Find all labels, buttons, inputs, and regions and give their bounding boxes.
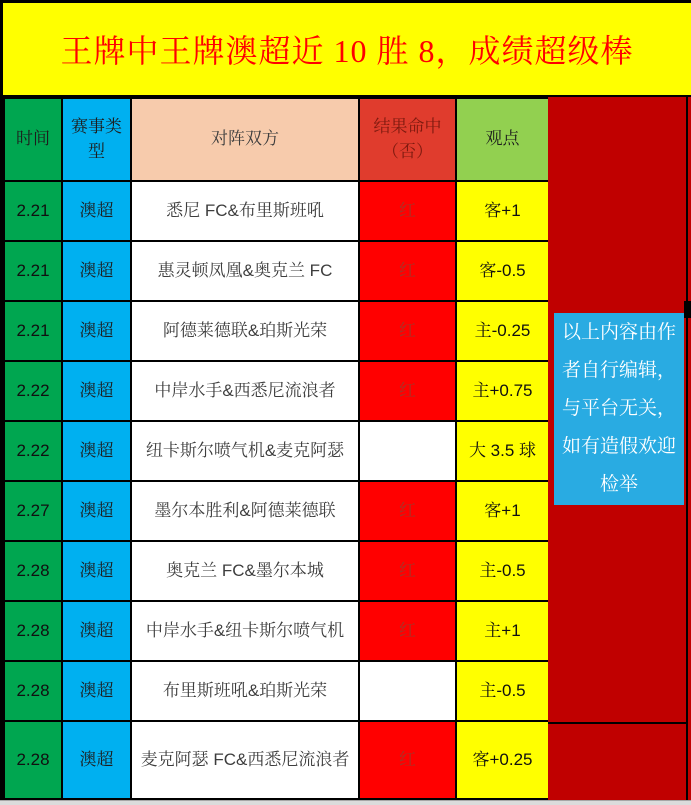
cell-result: 红 bbox=[359, 601, 456, 661]
cell-match: 麦克阿瑟 FC&西悉尼流浪者 bbox=[131, 721, 359, 799]
cell-match: 悉尼 FC&布里斯班吼 bbox=[131, 181, 359, 241]
header-cell-time: 时间 bbox=[4, 98, 62, 181]
cell-league: 澳超 bbox=[62, 721, 131, 799]
cell-time: 2.28 bbox=[4, 601, 62, 661]
table-row bbox=[4, 661, 549, 721]
cell-league: 澳超 bbox=[62, 241, 131, 301]
table-row bbox=[4, 361, 549, 421]
page-title: 王牌中王牌澳超近 10 胜 8，成绩超级棒 bbox=[60, 33, 634, 69]
cell-result: 红 bbox=[359, 301, 456, 361]
table-row bbox=[4, 301, 549, 361]
cell-time: 2.28 bbox=[4, 721, 62, 799]
table-row bbox=[4, 601, 549, 661]
cell-match: 墨尔本胜利&阿德莱德联 bbox=[131, 481, 359, 541]
header-cell-league: 赛事类型 bbox=[62, 98, 131, 181]
disclaimer-panel-divider bbox=[548, 722, 688, 724]
table-row bbox=[4, 541, 549, 601]
cell-match: 奥克兰 FC&墨尔本城 bbox=[131, 541, 359, 601]
cell-view: 客+1 bbox=[456, 181, 549, 241]
cell-view: 客+1 bbox=[456, 481, 549, 541]
cell-time: 2.21 bbox=[4, 301, 62, 361]
cell-time: 2.28 bbox=[4, 541, 62, 601]
cell-time: 2.22 bbox=[4, 361, 62, 421]
cell-result: 红 bbox=[359, 721, 456, 799]
cell-league: 澳超 bbox=[62, 361, 131, 421]
table-row bbox=[4, 481, 549, 541]
cell-league: 澳超 bbox=[62, 541, 131, 601]
table-header-row bbox=[4, 98, 549, 181]
cell-league: 澳超 bbox=[62, 661, 131, 721]
table-row bbox=[4, 241, 549, 301]
cell-result: 红 bbox=[359, 241, 456, 301]
title-banner bbox=[3, 3, 691, 97]
cell-view: 主-0.5 bbox=[456, 541, 549, 601]
cell-result: 红 bbox=[359, 481, 456, 541]
cell-view: 主-0.25 bbox=[456, 301, 549, 361]
cell-time: 2.27 bbox=[4, 481, 62, 541]
disclaimer-note: 以上内容由作者自行编辑，与平台无关，如有造假欢迎检举 bbox=[554, 313, 684, 505]
results-table bbox=[3, 97, 550, 800]
cell-view: 主+0.75 bbox=[456, 361, 549, 421]
cell-result: 红 bbox=[359, 181, 456, 241]
cell-result bbox=[359, 421, 456, 481]
cell-match: 中岸水手&西悉尼流浪者 bbox=[131, 361, 359, 421]
right-edge-marker bbox=[684, 301, 691, 318]
horizontal-scrollbar[interactable] bbox=[0, 800, 691, 805]
results-table-wrap bbox=[3, 97, 548, 800]
cell-league: 澳超 bbox=[62, 301, 131, 361]
cell-league: 澳超 bbox=[62, 601, 131, 661]
cell-result bbox=[359, 661, 456, 721]
table-row bbox=[4, 721, 549, 799]
cell-view: 主-0.5 bbox=[456, 661, 549, 721]
cell-match: 纽卡斯尔喷气机&麦克阿瑟 bbox=[131, 421, 359, 481]
cell-time: 2.28 bbox=[4, 661, 62, 721]
table-row bbox=[4, 421, 549, 481]
cell-result: 红 bbox=[359, 541, 456, 601]
cell-league: 澳超 bbox=[62, 421, 131, 481]
cell-time: 2.21 bbox=[4, 181, 62, 241]
cell-view: 大 3.5 球 bbox=[456, 421, 549, 481]
cell-match: 惠灵顿凤凰&奥克兰 FC bbox=[131, 241, 359, 301]
cell-view: 客+0.25 bbox=[456, 721, 549, 799]
cell-time: 2.22 bbox=[4, 421, 62, 481]
cell-time: 2.21 bbox=[4, 241, 62, 301]
cell-match: 布里斯班吼&珀斯光荣 bbox=[131, 661, 359, 721]
cell-league: 澳超 bbox=[62, 481, 131, 541]
header-cell-match: 对阵双方 bbox=[131, 98, 359, 181]
table-row bbox=[4, 181, 549, 241]
cell-match: 阿德莱德联&珀斯光荣 bbox=[131, 301, 359, 361]
cell-result: 红 bbox=[359, 361, 456, 421]
cell-view: 主+1 bbox=[456, 601, 549, 661]
header-cell-view: 观点 bbox=[456, 98, 549, 181]
header-cell-result: 结果命中（否） bbox=[359, 98, 456, 181]
cell-league: 澳超 bbox=[62, 181, 131, 241]
cell-match: 中岸水手&纽卡斯尔喷气机 bbox=[131, 601, 359, 661]
cell-view: 客-0.5 bbox=[456, 241, 549, 301]
